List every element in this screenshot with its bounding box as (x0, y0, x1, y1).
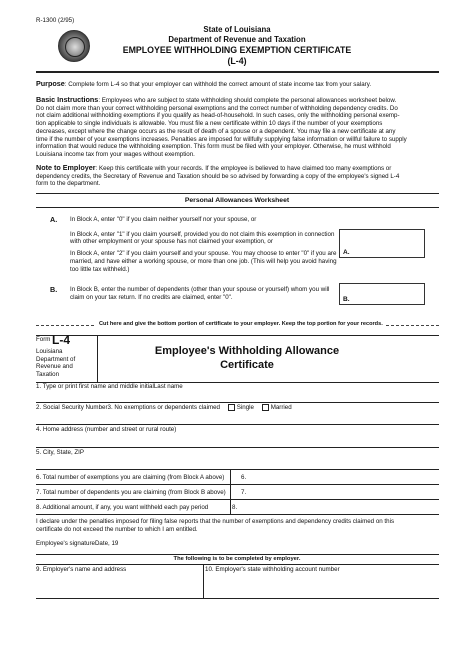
certificate-subtitle: Certificate (220, 359, 274, 371)
declaration-line: certificate do not exceed the number to which I am entitled. (36, 525, 198, 533)
divider (36, 193, 439, 194)
ssn-field[interactable] (36, 412, 146, 423)
block-b-line: claim on your tax return. If no credits are claimed, enter "0". (70, 293, 233, 301)
cut-line-text: Cut here and give the bottom portion of certificate to your employer. Keep the top portion for your records. (96, 321, 386, 327)
page-title: EMPLOYEE WITHHOLDING EXEMPTION CERTIFICATE (122, 45, 352, 55)
city-field[interactable] (36, 457, 439, 469)
basic-instructions-label: Basic Instructions (36, 95, 99, 104)
address-field-label: 4. Home address (number and street or rural route) (36, 426, 177, 433)
additional-amount-number: 8. (232, 504, 238, 511)
block-b-instructions (70, 286, 340, 301)
certificate-title: Employee's Withholding Allowance (154, 345, 340, 357)
dependents-number: 7. (241, 489, 247, 496)
declaration (36, 518, 446, 533)
married-label: Married (270, 404, 292, 412)
page-subtitle: (L-4) (227, 56, 247, 66)
divider (36, 469, 439, 470)
dept-line: Taxation (36, 371, 60, 379)
note-to-employer (36, 164, 446, 188)
block-a-line: In Block A, enter "2" if you claim yourself and your spouse. You may choose to enter "0" if you are (70, 250, 337, 258)
employer-section-header: The following is to be completed by employer. (173, 556, 301, 562)
divider (36, 402, 439, 403)
instruction-line: tion applicable to single individuals is allowable. You must file a new certificate within 10 days if the number of your exemptions (36, 120, 383, 128)
divider (36, 598, 439, 599)
single-checkbox[interactable] (228, 404, 235, 411)
block-a-instructions (70, 216, 340, 273)
declaration-line: I declare under the penalties imposed for filing false reports that the number of exemptions and dependency credits claimed on this (36, 518, 395, 525)
block-b-letter: B. (50, 285, 58, 294)
row-2 (36, 404, 292, 412)
instruction-line: information that would reduce the withholding exemption. This form must be filed with your employer. Otherwise, he must withhold (36, 143, 391, 151)
married-checkbox[interactable] (262, 404, 269, 411)
signature-field[interactable] (36, 547, 439, 554)
block-a-line: married, and have either a working spouse, or more than one job. (This will help you avoid having (70, 257, 337, 265)
divider (36, 564, 439, 565)
divider (36, 447, 439, 448)
employer-account-label: 10. Employer's state withholding account number (205, 566, 340, 573)
note-line: form to the department. (36, 180, 101, 188)
instruction-line: : Employees who are subject to state withholding should complete the personal allowances worksheet below. (98, 97, 397, 104)
divider (36, 207, 439, 208)
exemptions-number: 6. (241, 474, 247, 481)
block-b-line: In Block B, enter the number of dependents (other than your spouse or yourself) whom you will (70, 286, 330, 293)
dependents-field[interactable] (251, 488, 439, 497)
name-field-label: 1. Type or print first name and middle initialLast name (36, 383, 183, 390)
instruction-line: Do not claim more than your correct withholding personal exemptions and the correct number of withholding dependency credits. Do (36, 104, 398, 112)
address-field[interactable] (36, 434, 439, 446)
block-a-line: In Block A, enter "1" if you claim yourself, provided you do not claim this exemption in connection (70, 230, 335, 238)
employer-name-label: 9. Employer's name and address (36, 566, 127, 573)
exemptions-label: 6. Total number of exemptions you are claiming (from Block A above) (36, 474, 225, 481)
signature-label: Employee's signatureDate, 19 (36, 540, 119, 547)
dept-line: Department of (36, 355, 76, 363)
employer-account-field[interactable] (205, 574, 439, 598)
ssn-field-label: 2. Social Security Number (36, 404, 108, 412)
purpose-label: Purpose (36, 79, 65, 88)
divider (36, 554, 439, 555)
divider (36, 499, 439, 500)
instruction-line: not claim additional withholding exemptions if you qualify as head-of-household. In such cases, only the withholding personal exemp- (36, 112, 400, 120)
basic-instructions (36, 96, 446, 159)
exemptions-field[interactable] (251, 473, 439, 482)
no-exemptions-label: 3. No exemptions or dependents claimed (107, 404, 221, 412)
department-name: Department of Revenue and Taxation (168, 35, 306, 44)
worksheet-title: Personal Allowances Worksheet (184, 197, 290, 204)
divider (36, 424, 439, 425)
divider (36, 484, 439, 485)
instruction-line: Louisiana income tax from your wages without exemption. (36, 150, 195, 158)
form-word: Form (36, 336, 51, 343)
certificate-department (36, 348, 96, 379)
block-b-box-label: B. (343, 296, 350, 303)
state-name: State of Louisiana (203, 25, 271, 34)
dependents-label: 7. Total number of dependents you are claiming (from Block B above) (36, 489, 226, 496)
city-field-label: 5. City, State, ZIP (36, 449, 85, 456)
note-label: Note to Employer (36, 163, 96, 172)
dept-line: Louisiana (36, 348, 63, 355)
block-b-input[interactable] (339, 283, 425, 305)
divider (203, 564, 204, 598)
dept-line: Revenue and (36, 363, 73, 371)
purpose-text: : Complete form L-4 so that your employer can withhold the correct amount of state income tax from your salary. (64, 81, 372, 88)
additional-amount-field[interactable] (242, 503, 439, 512)
note-line: dependency credits, the Secretary of Revenue and Taxation should be so advised by forwarding a copy of the employee's signed L-4 (36, 172, 400, 180)
note-line: : Keep this certificate with your records. If the employee is believed to have claimed too many exemptions or (95, 165, 392, 172)
name-field[interactable] (36, 391, 439, 402)
form-id: L-4 (52, 333, 70, 347)
employer-name-field[interactable] (36, 574, 202, 598)
block-a-input[interactable] (339, 229, 425, 258)
block-a-line: with other employment or your spouse has not claimed your exemption, or (70, 238, 273, 246)
single-label: Single (236, 404, 254, 412)
block-a-line: In Block A, enter "0" if you claim neither yourself nor your spouse, or (70, 216, 257, 223)
additional-amount-label: 8. Additional amount, if any, you want withheld each pay period (36, 504, 209, 511)
block-a-line: too little tax withheld.) (70, 265, 130, 273)
divider (230, 469, 231, 514)
form-number: R-1300 (2/95) (36, 17, 75, 24)
block-a-letter: A. (50, 215, 58, 224)
divider (36, 514, 439, 515)
divider (36, 71, 439, 73)
block-a-box-label: A. (343, 249, 350, 256)
purpose-section (36, 80, 446, 89)
instruction-line: time if the number of your exemptions increases. Penalties are imposed for willfully supplying false information or willful failure to supply (36, 135, 407, 143)
instruction-line: decreases, except where the change occurs as the result of death of a spouse or a dependent. You may file a new certificate at any (36, 127, 396, 135)
